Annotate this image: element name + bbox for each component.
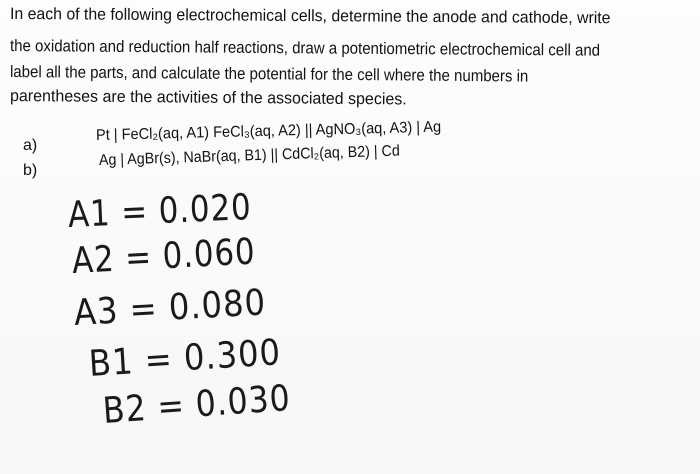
handwritten-b1-value: B1 = 0.300 — [87, 332, 283, 385]
handwritten-a2-value: A2 = 0.060 — [70, 231, 257, 282]
problem-intro-line-2: the oxidation and reduction half reactions, draw a potentiometric electrochemical cell and — [9, 37, 601, 60]
cell-a-notation: Pt | FeCl₂(aq, A1) FeCl₃(aq, A2) || AgNO₃(aq, A3) | Ag — [95, 118, 442, 144]
problem-intro-line-4: parentheses are the activities of the associated species. — [9, 87, 407, 109]
handwritten-a3-value: A3 = 0.080 — [72, 282, 268, 334]
handwritten-a1-value: A1 = 0.020 — [67, 187, 253, 236]
cell-b-notation: Ag | AgBr(s), NaBr(aq, B1) || CdCl₂(aq, B2) | Cd — [98, 142, 401, 169]
item-b-label: b) — [23, 162, 38, 179]
problem-intro-line-3: label all the parts, and calculate the potential for the cell where the numbers in — [9, 63, 529, 86]
problem-intro-line-1: In each of the following electrochemical cells, determine the anode and cathode, write — [9, 5, 611, 28]
item-a-label: a) — [23, 137, 38, 154]
handwritten-b2-value: B2 = 0.030 — [101, 377, 293, 432]
